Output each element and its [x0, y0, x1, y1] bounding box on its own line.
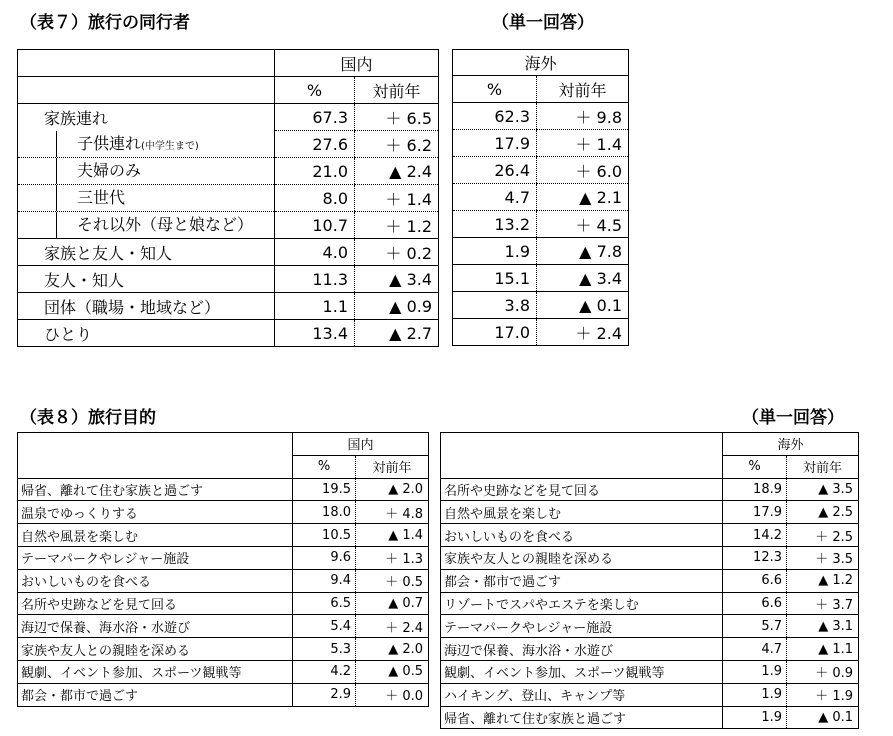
table-row [18, 104, 439, 131]
domestic-pct: 19.5 [293, 478, 356, 501]
row-label [18, 131, 275, 158]
table-row [18, 239, 439, 266]
overseas-yoy: ＋ 1.4 [537, 130, 629, 157]
domestic-pct: 18.0 [293, 501, 356, 524]
overseas-yoy: ＋ 4.5 [537, 211, 629, 238]
overseas-pct: 4.7 [453, 184, 537, 211]
overseas-yoy: ＋ 1.9 [787, 683, 859, 706]
table-row [453, 103, 629, 130]
table7-note: （単一回答） [492, 13, 594, 33]
domestic-pct: 11.3 [275, 266, 355, 293]
table-row [18, 638, 429, 661]
domestic-pct: 9.6 [293, 546, 356, 569]
table-row [441, 683, 859, 706]
domestic-pct: 67.3 [275, 104, 355, 131]
domestic-yoy: ▲ 2.0 [356, 478, 429, 501]
overseas-pct: 3.8 [453, 292, 537, 319]
table-row [441, 569, 859, 592]
row-label: 名所や史跡などを見て回る [18, 592, 293, 615]
domestic-header: 国内 [293, 433, 429, 456]
overseas-header: 海外 [453, 50, 629, 76]
overseas-pct: 1.9 [453, 238, 537, 265]
overseas-pct: 6.6 [723, 592, 787, 615]
row-label: 家族や友人との親睦を深める [18, 638, 293, 661]
row-label: 温泉でゆっくりする [18, 501, 293, 524]
overseas-yoy: ▲ 1.1 [787, 638, 859, 661]
domestic-pct: 4.0 [275, 239, 355, 266]
row-label: おいしいものを食べる [18, 569, 293, 592]
domestic-pct: 10.7 [275, 212, 355, 239]
domestic-yoy: ＋ 6.2 [355, 131, 439, 158]
table-row [441, 615, 859, 638]
domestic-pct: 5.3 [293, 638, 356, 661]
domestic-pct: 21.0 [275, 158, 355, 185]
domestic-yoy: ▲ 1.4 [356, 524, 429, 547]
pct-header: % [723, 455, 787, 478]
row-label [18, 185, 275, 212]
table8-title: （表８）旅行目的 [20, 408, 156, 428]
overseas-pct: 17.0 [453, 319, 537, 346]
table-row [441, 546, 859, 569]
pct-header: % [293, 455, 356, 478]
row-label: 自然や風景を楽しむ [18, 524, 293, 547]
row-label [18, 320, 275, 347]
domestic-yoy: ▲ 0.7 [356, 592, 429, 615]
pct-header: % [275, 77, 355, 104]
overseas-yoy: ▲ 3.1 [787, 615, 859, 638]
row-label-text: ひとり [44, 324, 93, 344]
overseas-pct: 6.6 [723, 569, 787, 592]
overseas-pct: 1.9 [723, 683, 787, 706]
table-row [18, 524, 429, 547]
overseas-yoy: ＋ 9.8 [537, 103, 629, 130]
table-row [18, 158, 439, 185]
overseas-pct: 62.3 [453, 103, 537, 130]
overseas-pct: 14.2 [723, 524, 787, 547]
yoy-header: 対前年 [356, 455, 429, 478]
row-label: おいしいものを食べる [441, 524, 723, 547]
domestic-yoy: ＋ 4.8 [356, 501, 429, 524]
table-row [18, 615, 429, 638]
domestic-yoy: ▲ 0.5 [356, 660, 429, 683]
domestic-yoy: ＋ 1.4 [355, 185, 439, 212]
row-label [18, 104, 275, 131]
overseas-pct: 26.4 [453, 157, 537, 184]
row-label: 海辺で保養、海水浴・水遊び [18, 615, 293, 638]
table-row [453, 292, 629, 319]
domestic-header: 国内 [275, 50, 439, 77]
domestic-yoy: ＋ 0.2 [355, 239, 439, 266]
table8-note: （単一回答） [742, 408, 844, 428]
table-row [18, 683, 429, 706]
domestic-yoy: ＋ 1.3 [356, 546, 429, 569]
row-label-text: 夫婦のみ [77, 161, 142, 180]
row-label: 家族や友人との親睦を深める [441, 546, 723, 569]
domestic-yoy: ＋ 0.5 [356, 569, 429, 592]
row-label: 名所や史跡などを見て回る [441, 478, 723, 501]
row-label-text: 友人・知人 [44, 270, 125, 290]
table-row [18, 546, 429, 569]
table-row [453, 238, 629, 265]
domestic-pct: 4.2 [293, 660, 356, 683]
table8-overseas [440, 432, 859, 729]
table-row [453, 211, 629, 238]
table-row [18, 266, 439, 293]
domestic-pct: 13.4 [275, 320, 355, 347]
row-label: テーマパークやレジャー施設 [441, 615, 723, 638]
overseas-pct: 5.7 [723, 615, 787, 638]
row-label [18, 239, 275, 266]
domestic-pct: 5.4 [293, 615, 356, 638]
overseas-pct: 13.2 [453, 211, 537, 238]
row-label [18, 266, 275, 293]
row-label: 海辺で保養、海水浴・水遊び [441, 638, 723, 661]
row-label-indent [56, 185, 274, 211]
row-label: 観劇、イベント参加、スポーツ観戦等 [18, 660, 293, 683]
overseas-yoy: ▲ 2.5 [787, 501, 859, 524]
overseas-yoy: ＋ 2.5 [787, 524, 859, 547]
overseas-yoy: ▲ 2.1 [537, 184, 629, 211]
table7-domestic [17, 49, 439, 347]
pct-header: % [453, 76, 537, 103]
overseas-yoy: ▲ 0.1 [787, 706, 859, 729]
row-label-indent [56, 212, 274, 238]
table-row [441, 706, 859, 729]
row-label: 自然や風景を楽しむ [441, 501, 723, 524]
overseas-pct: 18.9 [723, 478, 787, 501]
table8-domestic [17, 432, 429, 707]
domestic-yoy: ▲ 3.4 [355, 266, 439, 293]
table-row [453, 130, 629, 157]
table7-overseas [452, 49, 629, 346]
overseas-yoy: ＋ 0.9 [787, 660, 859, 683]
table-row [453, 265, 629, 292]
domestic-yoy: ▲ 2.7 [355, 320, 439, 347]
table-row [441, 660, 859, 683]
overseas-pct: 17.9 [453, 130, 537, 157]
row-label [18, 293, 275, 320]
row-label-text: 子供連れ [77, 133, 142, 153]
row-label [18, 212, 275, 239]
domestic-pct: 1.1 [275, 293, 355, 320]
row-label-indent [56, 131, 274, 157]
domestic-yoy: ▲ 2.4 [355, 158, 439, 185]
row-label: 観劇、イベント参加、スポーツ観戦等 [441, 660, 723, 683]
domestic-yoy: ＋ 6.5 [355, 104, 439, 131]
overseas-yoy: ＋ 2.4 [537, 319, 629, 346]
row-label-text: 家族連れ [44, 108, 109, 128]
overseas-pct: 1.9 [723, 660, 787, 683]
overseas-pct: 17.9 [723, 501, 787, 524]
table-row [18, 131, 439, 158]
overseas-header: 海外 [723, 433, 859, 456]
table-row [18, 185, 439, 212]
domestic-pct: 27.6 [275, 131, 355, 158]
overseas-pct: 1.9 [723, 706, 787, 729]
overseas-pct: 4.7 [723, 638, 787, 661]
domestic-yoy: ＋ 1.2 [355, 212, 439, 239]
domestic-pct: 9.4 [293, 569, 356, 592]
row-label-text: それ以外（母と娘など） [77, 215, 254, 234]
table-row [441, 638, 859, 661]
table-row [18, 569, 429, 592]
yoy-header: 対前年 [355, 77, 439, 104]
row-label: テーマパークやレジャー施設 [18, 546, 293, 569]
domestic-pct: 2.9 [293, 683, 356, 706]
overseas-yoy: ▲ 3.4 [537, 265, 629, 292]
domestic-yoy: ＋ 0.0 [356, 683, 429, 706]
table-row [441, 478, 859, 501]
yoy-header: 対前年 [787, 455, 859, 478]
table7-title: （表７）旅行の同行者 [20, 13, 190, 33]
row-label: 帰省、離れて住む家族と過ごす [18, 478, 293, 501]
row-label-text: 家族と友人・知人 [44, 243, 173, 263]
row-label: 帰省、離れて住む家族と過ごす [441, 706, 723, 729]
row-label-note: (中学生まで) [141, 140, 199, 152]
row-label [18, 158, 275, 185]
row-label: リゾートでスパやエステを楽しむ [441, 592, 723, 615]
overseas-yoy: ▲ 1.2 [787, 569, 859, 592]
overseas-yoy: ▲ 7.8 [537, 238, 629, 265]
table-row [18, 320, 439, 347]
table-row [453, 184, 629, 211]
table-row [441, 592, 859, 615]
overseas-yoy: ＋ 3.5 [787, 546, 859, 569]
table-row [18, 293, 439, 320]
row-label: 都会・都市で過ごす [441, 569, 723, 592]
row-label-indent [56, 158, 274, 184]
table-row [441, 501, 859, 524]
domestic-pct: 6.5 [293, 592, 356, 615]
overseas-yoy: ＋ 6.0 [537, 157, 629, 184]
overseas-pct: 15.1 [453, 265, 537, 292]
table-row [453, 319, 629, 346]
row-label: ハイキング、登山、キャンプ等 [441, 683, 723, 706]
domestic-yoy: ▲ 0.9 [355, 293, 439, 320]
domestic-pct: 10.5 [293, 524, 356, 547]
domestic-yoy: ＋ 2.4 [356, 615, 429, 638]
yoy-header: 対前年 [537, 76, 629, 103]
table-row [18, 592, 429, 615]
domestic-pct: 8.0 [275, 185, 355, 212]
table-row [18, 478, 429, 501]
table-row [441, 524, 859, 547]
domestic-yoy: ▲ 2.0 [356, 638, 429, 661]
overseas-yoy: ▲ 3.5 [787, 478, 859, 501]
row-label-text: 団体（職場・地域など） [44, 297, 221, 317]
table-row [18, 501, 429, 524]
table-row [453, 157, 629, 184]
table-row [18, 660, 429, 683]
overseas-pct: 12.3 [723, 546, 787, 569]
row-label: 都会・都市で過ごす [18, 683, 293, 706]
table-row [18, 212, 439, 239]
overseas-yoy: ＋ 3.7 [787, 592, 859, 615]
row-label-text: 三世代 [77, 188, 126, 207]
overseas-yoy: ▲ 0.1 [537, 292, 629, 319]
